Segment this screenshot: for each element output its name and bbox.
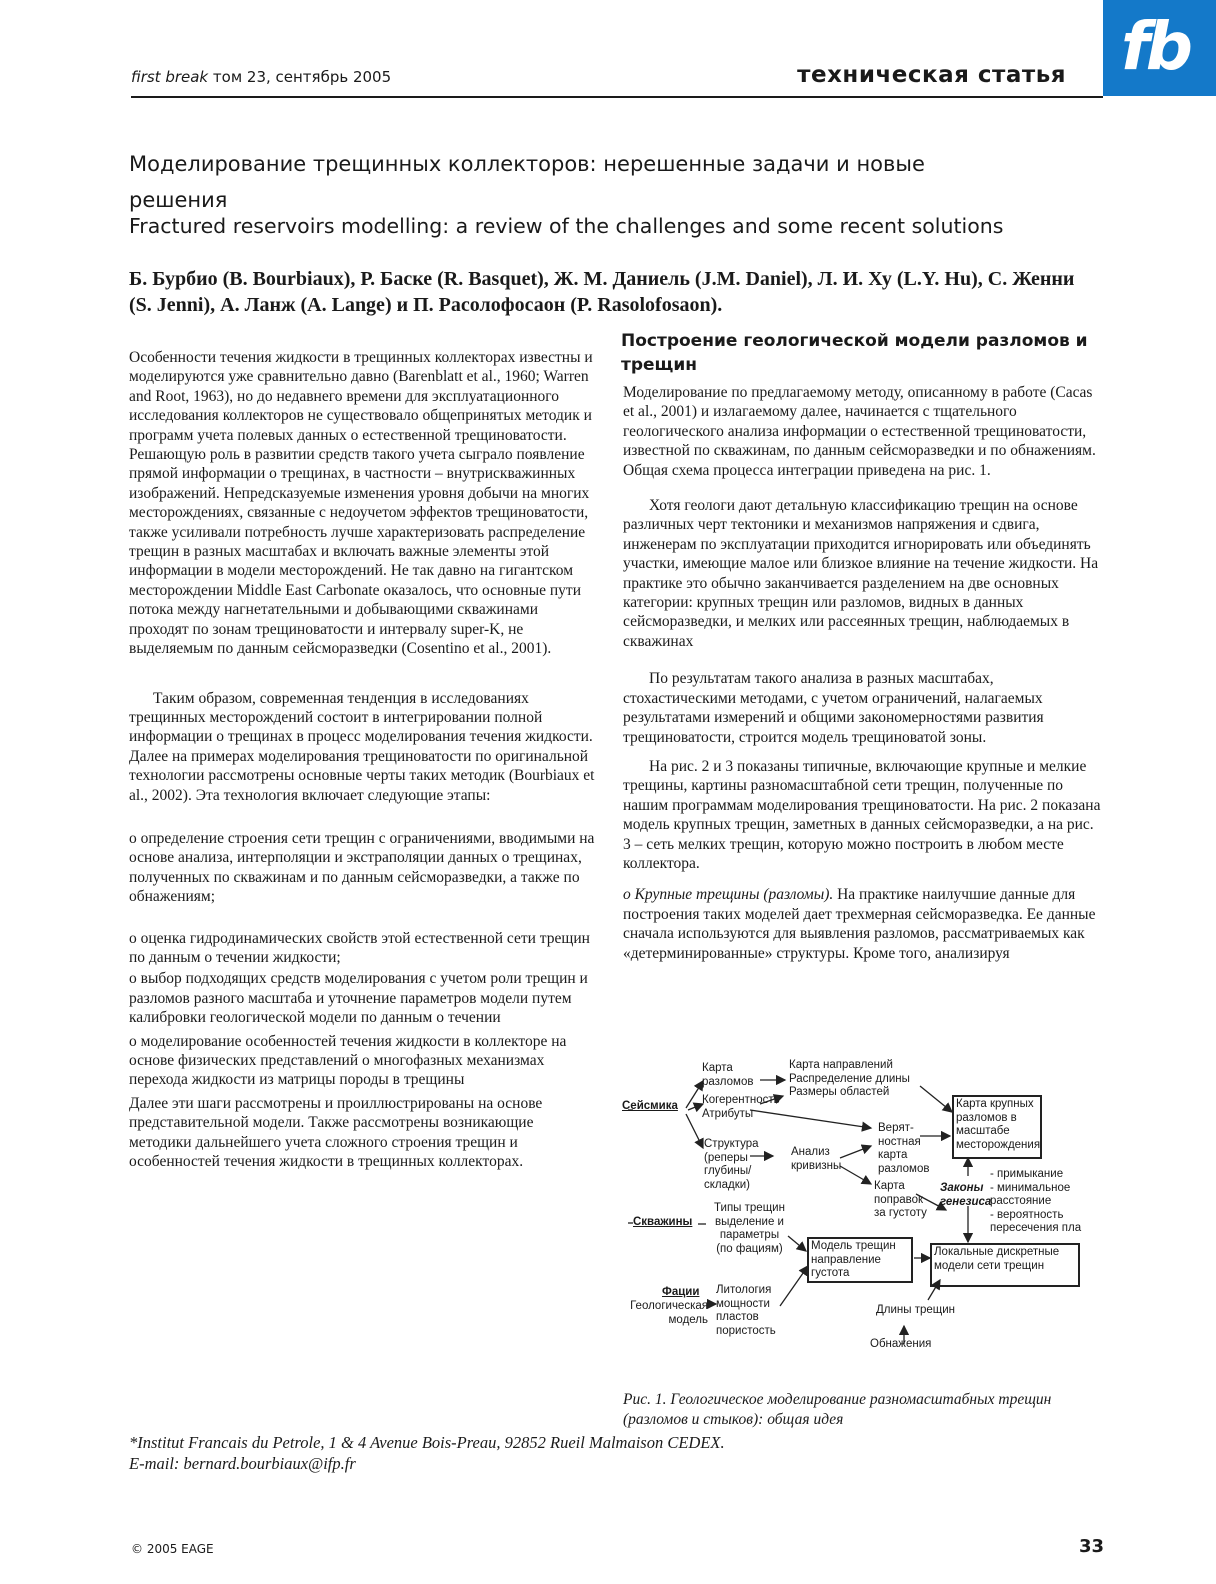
paragraph xyxy=(623,885,1103,963)
title-russian: Моделирование трещинных коллекторов: нерешенные задачи и новые решения xyxy=(129,152,925,212)
label-lithology: Литология мощности пластов пористость xyxy=(716,1284,776,1337)
list-item: o выбор подходящих средств моделирования с учетом роли трещин и разломов разного масштаба и уточнение параметров модели путем калибровки геологической модели по данным о течении xyxy=(129,970,588,1027)
paragraph-text: На практике наилучшие данные для построения таких моделей дает трехмерная сейсморазведка. Ее данные сначала используются для выявления разломов, рассматриваемых как «детерминированные» структуры. Кроме того, анализируя xyxy=(623,886,1096,962)
paragraph: На рис. 2 и 3 показаны типичные, включающие крупные и мелкие трещины, картины разномасштабной сети трещин, полученные по нашим программам моделирования трещиноватости. На рис. 2 показана модель крупных трещин, заметных в данных сейсморазведки, а на рис. 3 – сеть мелких трещин, которую можно построить в любом месте коллектора. xyxy=(623,757,1101,872)
journal-logo xyxy=(1103,0,1216,96)
list-genesis-laws: - примыкание - минимальное расстояние - вероятность пересечения пла xyxy=(990,1168,1082,1234)
arrow xyxy=(840,1146,871,1158)
journal-name: first break xyxy=(131,68,209,86)
header-divider xyxy=(131,96,1103,98)
arrow xyxy=(928,1280,940,1300)
label-direction-map: Карта направлений Распределение длины Размеры областей xyxy=(789,1059,910,1098)
label-density-map: Карта поправок за густоту xyxy=(874,1180,927,1219)
label-facies: Фации xyxy=(662,1286,700,1298)
list-item: o определение строения сети трещин с ограничениями, вводимыми на основе анализа, интерполяции и экстраполяции данных о трещинах, полученных по скважинам и по данным сейсморазведки, а также по обнажениям; xyxy=(129,829,595,906)
emphasis: o Крупные трещины (разломы). xyxy=(623,886,834,904)
label-curvature: Анализ кривизны xyxy=(791,1146,842,1172)
list-item: o моделирование особенностей течения жидкости в коллекторе на основе физических представлений о многофазных механизмах перехода жидкости из матрицы породы в трещины xyxy=(129,1032,567,1089)
label-local-models: Локальные дискретные модели сети трещин xyxy=(934,1246,1060,1272)
page-number: 33 xyxy=(1078,1536,1104,1557)
copyright: © 2005 EAGE xyxy=(131,1542,214,1556)
figure-caption: Рис. 1. Геологическое моделирование разномасштабных трещин (разломов и стыков): общая идея xyxy=(623,1391,1052,1428)
arrow xyxy=(840,1166,871,1184)
arrow xyxy=(686,1081,703,1108)
logo-text: fb xyxy=(1121,8,1189,85)
label-fracture-types: Типы трещин выделение и параметры (по фациям) xyxy=(714,1202,785,1255)
arrow xyxy=(688,1104,703,1110)
label-fracture-lengths: Длины трещин xyxy=(876,1304,956,1316)
label-coherence: Когерентность Атрибуты xyxy=(702,1094,780,1120)
label-large-faults: Карта крупных разломов в масштабе месторождения xyxy=(956,1098,1041,1151)
title-english: Fractured reservoirs modelling: a review of the challenges and some recent solutions xyxy=(129,214,1004,238)
label-wells: Скважины xyxy=(633,1216,693,1228)
affiliation xyxy=(129,1432,1029,1474)
section-label: техническая статья xyxy=(797,62,1066,88)
paragraph: Хотя геологи дают детальную классификацию трещин на основе различных черт тектоники и механизмов напряжения и сдвига, инженерам по эксплуатации приходится игнорировать или объединять участки, имеющие малое или близкое влияние на течение жидкости. На практике это обычно заканчивается разделением на две основных категории: крупных трещин или разломов, видных в данных сейсморазведки, и мелких или рассеянных трещин, наблюдаемых в скважинах xyxy=(623,497,1099,650)
label-fault-map: Карта разломов xyxy=(702,1062,754,1088)
paragraph: Особенности течения жидкости в трещинных коллекторах известны и моделируются уже сравнительно давно (Barenblatt et al., 1960; Warren and Root, 1963), но до недавнего времени для эксплуатационного исследования коллекторов не существовало общепринятых методик и программ учета полевых данных о естественной трещиноватости. Решающую роль в развитии средств такого учета сыграло появление прямой информации о трещинах, в частности – внутрискважинных изображений. Непредсказуемые изменения уровня добычи на многих месторождениях, связанные с недоучетом эффектов трещиноватости, также усиливали потребность лучше характеризовать распределение трещин в разных масштабах и включать важные элементы этой информации в модели месторождений. Не так давно на гигантском месторождении Middle East Carbonate оказалось, что основные пути потока между нагнетательными и добывающими скважинами проходят по зонам трещиноватости и интервалу super-K, не выделяемым по данным сейсморазведки (Cosentino et al., 2001). xyxy=(129,349,593,658)
authors: Б. Бурбио (B. Bourbiaux), Р. Баске (R. Basquet), Ж. М. Даниель (J.M. Daniel), Л. И. Ху (L.Y. Hu), С. Женни (S. Jenni), А. Ланж (A. Lange) и П. Расолофосаон (P. Rasolofosaon). xyxy=(129,268,1075,316)
paragraph: Далее эти шаги рассмотрены и проиллюстрированы на основе представительной модели. Также рассмотрены возникающие методики дальнейшего учета сложного строения трещин и особенностей течения жидкости в трещинных коллекторах. xyxy=(129,1094,543,1171)
journal-issue: том 23, сентябрь 2005 xyxy=(212,68,392,86)
label-fracture-model: Модель трещин направление густота xyxy=(811,1240,896,1279)
label-geo-model: Геологическая модель xyxy=(630,1300,708,1326)
right-column xyxy=(623,383,1103,977)
section-heading: Построение геологической модели разломов и трещин xyxy=(621,331,1088,375)
paragraph: Таким образом, современная тенденция в исследованиях трещинных месторождений состоит в интегрировании полной информации о трещинах в процесс моделирования течения жидкости. Далее на примерах моделирования трещиноватости по оригинальной технологии рассмотрены основные черты таких методик (Bourbiaux et al., 2002). Эта технология включает следующие этапы: xyxy=(129,689,595,804)
arrow xyxy=(686,1114,703,1148)
arrow xyxy=(788,1236,806,1251)
label-probability-map: Веpят- ностная карта разломов xyxy=(878,1122,930,1175)
label-genesis-laws: Законы генезиса xyxy=(940,1182,992,1208)
arrow xyxy=(780,1266,808,1306)
paragraph: Моделирование по предлагаемому методу, описанному в работе (Cacas et al., 2001) и излагаемому далее, начинается с тщательного геологического анализа информации о естественной трещиноватости, известной по скважинам, по данным сейсморазведки и по обнажениям. Общая схема процесса интеграции приведена на рис. 1. xyxy=(623,384,1096,479)
left-column xyxy=(129,348,599,1185)
arrow xyxy=(920,1086,952,1112)
label-structure: Структура (реперы глубины/ складки) xyxy=(704,1138,759,1191)
figure-1-diagram xyxy=(622,1059,1108,1368)
affiliation-email: E-mail: bernard.bourbiaux@ifp.fr xyxy=(129,1454,356,1473)
list-item: o оценка гидродинамических свойств этой естественной сети трещин по данным о течении жидкости; xyxy=(129,929,590,966)
affiliation-address: *Institut Francais du Petrole, 1 & 4 Avenue Bois-Preau, 92852 Rueil Malmaison CEDEX. xyxy=(129,1433,725,1452)
journal-header xyxy=(131,68,391,86)
label-outcrops: Обнажения xyxy=(870,1338,932,1350)
paragraph: По результатам такого анализа в разных масштабах, стохастическими методами, с учетом ограничений, налагаемых результатами измерений и общими закономерностями развития трещиноватости, строится модель трещиноватой зоны. xyxy=(623,670,1044,746)
label-seismic: Сейсмика xyxy=(622,1100,678,1112)
